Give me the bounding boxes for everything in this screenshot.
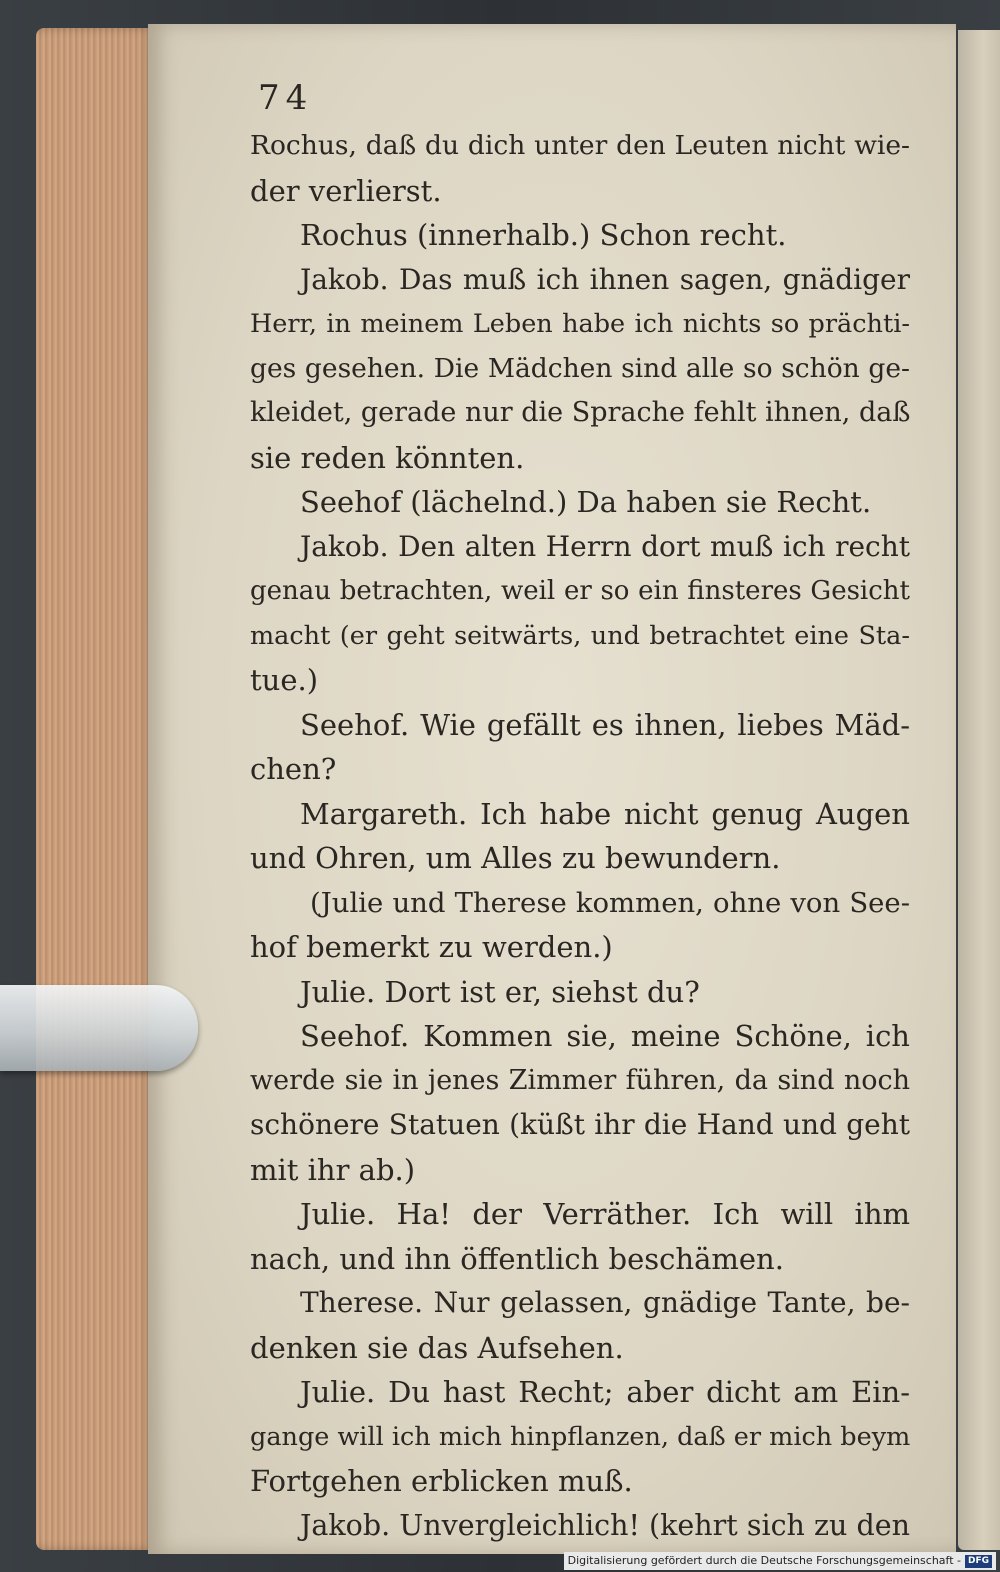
text-line: und Ohren, um Alles zu bewundern. (250, 841, 781, 875)
page-text (250, 124, 910, 1548)
text-line: ges gesehen. Die Mädchen sind alle so schön ge- (250, 352, 910, 384)
text-line: Fortgehen erblicken muß. (250, 1464, 633, 1498)
book-page-edges (36, 28, 154, 1550)
page-holder-clip (0, 985, 198, 1071)
dfg-logo: DFG (965, 1555, 992, 1568)
text-line: macht (er geht seitwärts, und betrachtet eine Sta- (250, 620, 910, 651)
page-number: 74 (258, 78, 314, 118)
text-line: Seehof. Wie gefällt es ihnen, liebes Mäd- (300, 707, 910, 742)
text-line: Margareth. Ich habe nicht genug Augen (300, 796, 910, 831)
text-line: Jakob. Unvergleichlich! (kehrt sich zu den (300, 1508, 910, 1542)
funding-footer (564, 1552, 996, 1570)
text-line: (Julie und Therese kommen, ohne von See- (310, 886, 910, 919)
text-line: Julie. Dort ist er, siehst du? (300, 974, 700, 1009)
text-line: kleidet, gerade nur die Sprache fehlt ihnen, daß (250, 397, 911, 428)
text-line: hof bemerkt zu werden.) (250, 930, 613, 964)
text-line: Therese. Nur gelassen, gnädige Tante, be- (300, 1286, 910, 1319)
text-line: Jakob. Das muß ich ihnen sagen, gnädiger (300, 262, 910, 296)
text-line: mit ihr ab.) (250, 1152, 416, 1187)
text-line: werde sie in jenes Zimmer führen, da sind noch (250, 1064, 910, 1096)
text-line: der verlierst. (250, 173, 442, 208)
text-line: sie reden könnten. (250, 440, 525, 475)
text-line: Seehof (lächelnd.) Da haben sie Recht. (300, 485, 872, 519)
text-line: Rochus (innerhalb.) Schon recht. (300, 218, 787, 252)
footer-text: Digitalisierung gefördert durch die Deutsche Forschungsgemeinschaft - (567, 1554, 961, 1567)
text-line: genau betrachten, weil er so ein finsteres Gesicht (250, 576, 910, 606)
text-line: gange will ich mich hinpflanzen, daß er mich beym (250, 1421, 911, 1452)
text-line: Seehof. Kommen sie, meine Schöne, ich (300, 1019, 910, 1053)
text-line: Julie. Ha! der Verräther. Ich will ihm (300, 1197, 910, 1231)
text-line: Herr, in meinem Leben habe ich nichts so prächti- (250, 309, 910, 339)
text-line: nach, und ihn öffentlich beschämen. (250, 1241, 784, 1276)
text-line: chen? (250, 752, 337, 786)
text-line: Julie. Du hast Recht; aber dicht am Ein- (300, 1375, 910, 1409)
text-line: Rochus, daß du dich unter den Leuten nicht wie- (250, 130, 910, 161)
text-line: schönere Statuen (küßt ihr die Hand und geht (250, 1108, 910, 1141)
text-line: tue.) (250, 663, 319, 697)
text-line: Jakob. Den alten Herrn dort muß ich recht (300, 529, 910, 563)
facing-page-edge (958, 30, 1000, 1550)
text-line: denken sie das Aufsehen. (250, 1330, 624, 1365)
